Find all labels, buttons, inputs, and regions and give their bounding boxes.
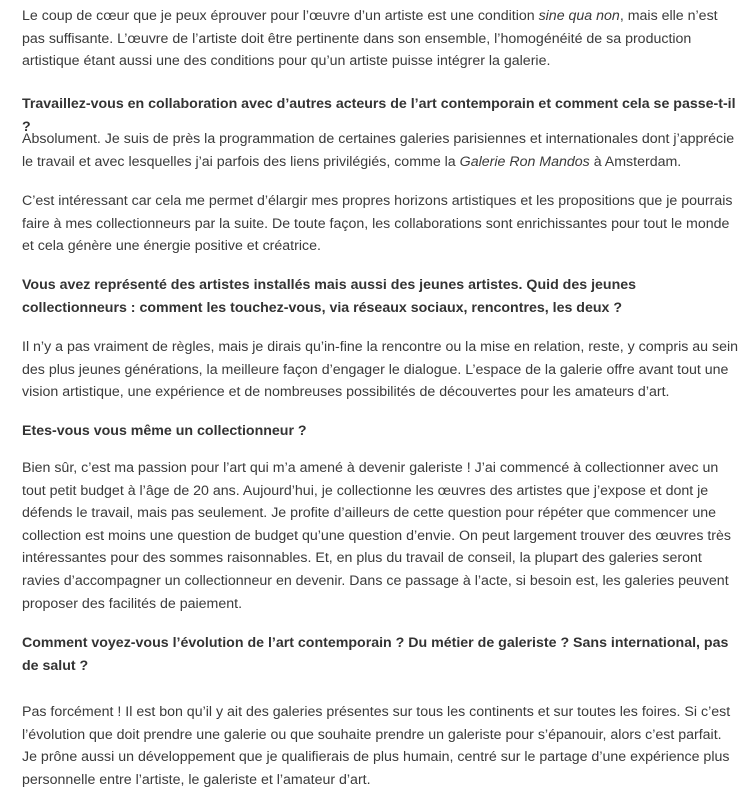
paragraph-text: à Amsterdam. [589, 153, 682, 170]
paragraph-text: Le coup de cœur que je peux éprouver pour l’œuvre d’un artiste est une condition [22, 8, 539, 24]
paragraph-absolument [22, 128, 738, 173]
question-jeunes-collectionneurs: Vous avez représenté des artistes installés mais aussi des jeunes artistes. Quid des jeunes collectionneurs : comment les touchez-vous, via réseaux sociaux, rencontres, les deux ? [22, 277, 637, 316]
paragraph-regles: Il n’y a pas vraiment de règles, mais je dirais qu’in-fine la rencontre ou la mise en relation, reste, y compris au sein des plus jeunes générations, la meilleure façon d’engager le dialogue. L’espace de la galerie offre avant tout une vision artistique, une expérience et de nombreuses possibilités de découvertes pour les amateurs d’art. [22, 339, 739, 401]
question-collaboration: Travaillez-vous en collaboration avec d’autres acteurs de l’art contemporain et comment cela se passe-t-il ? [22, 96, 736, 135]
paragraph-interessant: C’est intéressant car cela me permet d’élargir mes propres horizons artistiques et les propositions que je pourrais faire à mes collectionneurs par la suite. De toute façon, les collaborations sont enrichissantes pour tout le monde et cela génère une énergie positive et créatrice. [22, 193, 733, 255]
paragraph-text: , mais elle n’est pas suffisante. L’œuvre de l’artiste doit être pertinente dans son ensemble, l’homogénéité de sa production artistique étant aussi une des conditions pour qu’un artiste puisse intégrer la galerie. [22, 8, 718, 70]
gallery-link-text: Galerie Ron Mandos [459, 153, 590, 170]
paragraph-text: Absolument. Je suis de près la programmation de certaines galeries parisiennes et internationales dont j’apprécie le travail et avec lesquelles j’ai parfois des liens privilégiés, comme la [22, 131, 735, 170]
paragraph-bien-sur: Bien sûr, c’est ma passion pour l’art qui m’a amené à devenir galeriste ! J’ai commencé à collectionner avec un tout petit budget à l’âge de 20 ans. Aujourd’hui, je collectionne les œuvres des artistes que j’expose et dont je défends le travail, mais pas seulement. Je profite d’ailleurs de cette question pour répéter que commencer une collection est moins une question de budget qu’une question d’envie. On peut largement trouver des œuvres très intéressantes pour des sommes raisonnables. Et, en plus du travail de conseil, la plupart des galeries seront ravies d’accompagner un collectionneur en devenir. Dans ce passage à l’acte, si besoin est, les galeries peuvent proposer des facilités de paiement. [22, 460, 732, 612]
paragraph-coup-de-coeur [22, 5, 738, 73]
question-evolution: Comment voyez-vous l’évolution de l’art contemporain ? Du métier de galeriste ? Sans international, pas de salut ? [22, 635, 729, 674]
emphasis-text: sine qua non [538, 8, 620, 24]
paragraph-pas-forcement: Pas forcément ! Il est bon qu’il y ait des galeries présentes sur tous les continents et sur toutes les foires. Si c’est l’évolution que doit prendre une galerie ou que souhaite prendre un galeriste pour s’épanouir, alors c’est parfait. Je prône aussi un développement que je qualifierais de plus humain, centré sur le partage d’une expérience plus personnelle entre l’artiste, le galeriste et l’amateur d’art. [22, 704, 731, 788]
question-collectionneur: Etes-vous vous même un collectionneur ? [22, 423, 307, 439]
